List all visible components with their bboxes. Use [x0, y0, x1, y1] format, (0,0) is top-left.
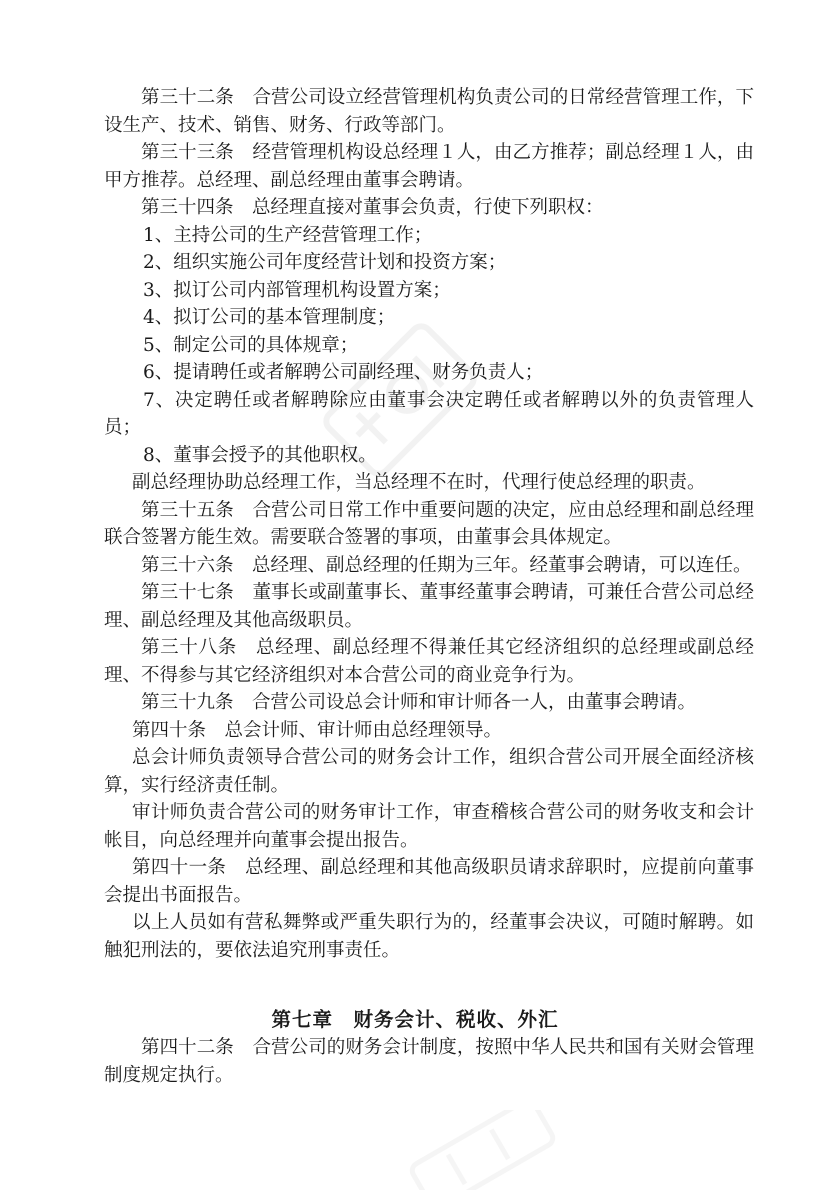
article-39: 第三十九条 合营公司设总会计师和审计师各一人，由董事会聘请。 [141, 692, 697, 713]
article-41: 第四十一条 总经理、副总经理和其他高级职员请求辞职时，应提前向董事会提出书面报告。 [104, 857, 754, 906]
article-40: 第四十条 总会计师、审计师由总经理领导。 [132, 719, 503, 741]
chapter-seven-body [104, 1034, 754, 1089]
power-item-3: 3、拟订公司内部管理机构设置方案； [143, 279, 451, 301]
power-item-5: 5、制定公司的具体规章； [143, 334, 359, 356]
article-38: 第三十八条 总经理、副总经理不得兼任其它经济组织的总经理或副总经理、不得参与其它经济组织对本合营公司的商业竞争行为。 [104, 637, 754, 686]
article-body [104, 84, 754, 964]
article-37: 第三十七条 董事长或副董事长、董事经董事会聘请，可兼任合营公司总经理、副总经理及其他高级职员。 [104, 582, 754, 631]
deputy-manager-paragraph: 副总经理协助总经理工作，当总经理不在时，代理行使总经理的职责。 [132, 472, 706, 493]
power-item-7: 7、决定聘任或者解聘除应由董事会决定聘任或者解聘以外的负责管理人员； [104, 389, 754, 438]
article-33: 第三十三条 经营管理机构设总经理１人，由乙方推荐；副总经理１人，由甲方推荐。总经理、副总经理由董事会聘请。 [104, 142, 754, 191]
article-34: 第三十四条 总经理直接对董事会负责，行使下列职权： [141, 197, 604, 218]
chapter-title: 第七章 财务会计、税收、外汇 [271, 1008, 559, 1031]
power-item-4: 4、拟订公司的基本管理制度； [143, 307, 396, 328]
power-item-2: 2、组织实施公司年度经营计划和投资方案； [143, 252, 507, 273]
chief-accountant-paragraph: 总会计师负责领导合营公司的财务会计工作，组织合营公司开展全面经济核算，实行经济责任制。 [104, 747, 754, 796]
power-item-8: 8、董事会授予的其他职权。 [143, 444, 377, 466]
power-item-6: 6、提请聘任或者解聘公司副经理、财务负责人； [143, 362, 544, 383]
article-42: 第四十二条 合营公司的财务会计制度，按照中华人民共和国有关财会管理制度规定执行。 [104, 1037, 754, 1086]
watermark-fragment-icon [390, 1110, 570, 1190]
dismissal-paragraph: 以上人员如有营私舞弊或严重失职行为的，经董事会决议，可随时解聘。如触犯刑法的，要依法追究刑事责任。 [104, 912, 754, 961]
power-item-1: 1、主持公司的生产经营管理工作； [143, 224, 433, 246]
article-36: 第三十六条 总经理、副总经理的任期为三年。经董事会聘请，可以连任。 [141, 554, 752, 576]
article-35: 第三十五条 合营公司日常工作中重要问题的决定，应由总经理和副总经理联合签署方能生效。需要联合签署的事项，由董事会具体规定。 [104, 499, 754, 548]
article-32: 第三十二条 合营公司设立经营管理机构负责公司的日常经营管理工作，下设生产、技术、销售、财务、行政等部门。 [104, 87, 754, 136]
auditor-paragraph: 审计师负责合营公司的财务审计工作，审查稽核合营公司的财务收支和会计帐目，向总经理并向董事会提出报告。 [104, 802, 754, 851]
